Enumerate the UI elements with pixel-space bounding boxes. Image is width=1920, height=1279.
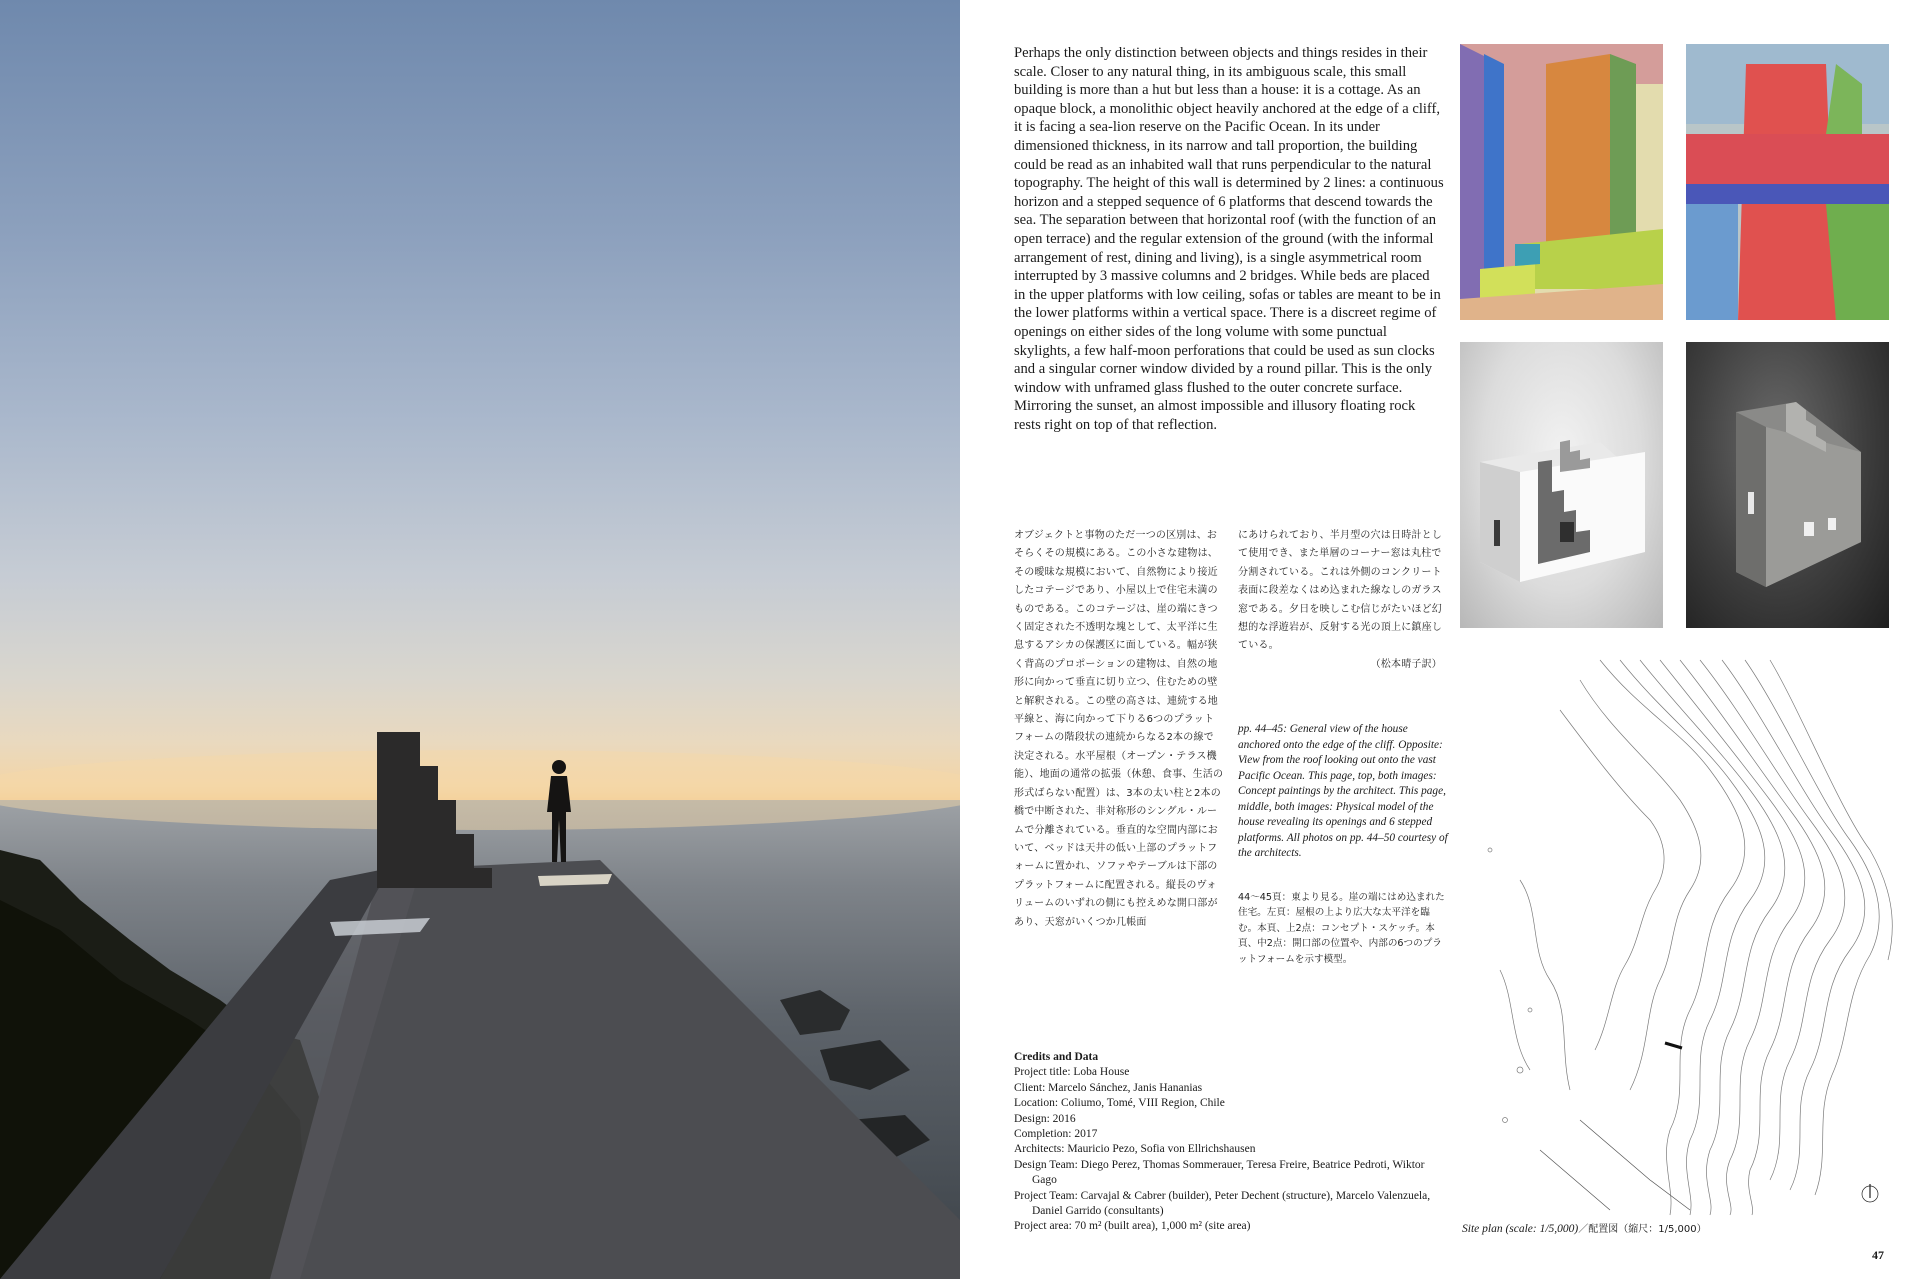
- credits-row: Architects: Mauricio Pezo, Sofia von Ellrichshausen: [1014, 1143, 1256, 1156]
- body-text-japanese-col2-text: にあけられており、半月型の穴は日時計として使用でき、また単層のコーナー窓は丸柱で分割されている。これは外側のコンクリート表面に段差なくはめ込まれた線なしのガラス窓である。夕日を映しこむ信じがたいほど幻想的な浮遊岩が、反射する光の頂上に鎮座している。: [1238, 530, 1442, 652]
- body-text-japanese-col2: [1238, 527, 1442, 674]
- site-plan-caption-jp: ／配置図（縮尺：1/5,000）: [1578, 1224, 1707, 1235]
- credits-row: Design: 2016: [1014, 1112, 1076, 1125]
- credits-row: Design Team: Diego Perez, Thomas Sommerauer, Teresa Freire, Beatrice Pedroti, Wiktor Gago: [1014, 1158, 1425, 1187]
- concept-painting-2: [1686, 44, 1889, 320]
- credits-row: Project area: 70 m² (built area), 1,000 m² (site area): [1014, 1220, 1251, 1233]
- credits-title: Credits and Data: [1014, 1051, 1099, 1063]
- physical-model-photo-1: [1460, 342, 1663, 628]
- concept-painting-1: [1460, 44, 1663, 320]
- photo-caption-japanese: 44〜45頁：東より見る。崖の端にはめ込まれた住宅。左頁：屋根の上より広大な太平洋を臨む。本頁、上2点：コンセプト・スケッチ。本頁、中2点：開口部の位置や、内部の6つのプラットフォームを示す模型。: [1238, 892, 1445, 965]
- body-text-english: Perhaps the only distinction between objects and things resides in their scale. Closer to any natural thing, in its ambiguous scale, this small building is more than a hut but less than a house: it is a cottage. As an opaque block, a monolithic object heavily anchored at the edge of a cliff, it is facing a sea-lion reserve on the Pacific Ocean. In its under dimensioned thickness, in its narrow and tall proportion, the building could be read as an inhabited wall that runs perpendicular to the natural topography. The height of this wall is determined by 2 lines: a continuous horizon and a stepped sequence of 6 platforms that descend towards the sea. The separation between that horizontal roof (with the function of an open terrace) and the regular extension of the ground (with the informal arrangement of rest, dining and living), is a single asymmetrical room interrupted by 3 massive columns and 2 bridges. While beds are placed in the upper platforms with low ceiling, sofas or tables are meant to be in the lower platforms within a vertical space. There is a discreet regime of openings on either sides of the long volume with some punctual skylights, a few half-moon perforations that could be used as sun clocks and a singular corner window divided by a round pillar. This is the only window with unframed glass flushed to the outer concrete surface. Mirroring the sunset, an almost impossible and illusory floating rock rests right on top of that reflection.: [1014, 45, 1444, 433]
- physical-model-photo-2: [1686, 342, 1889, 628]
- site-plan-drawing: [1460, 650, 1900, 1220]
- credits-row: Project Team: Carvajal & Cabrer (builder), Peter Dechent (structure), Marcelo Valenzuela, Daniel Garrido (consultants): [1014, 1189, 1431, 1218]
- translator-credit: （松本晴子訳）: [1370, 658, 1442, 670]
- credits-and-data: [1014, 1050, 1444, 1235]
- site-plan-caption-en: Site plan (scale: 1/5,000): [1462, 1223, 1579, 1235]
- credits-row: Client: Marcelo Sánchez, Janis Hananias: [1014, 1081, 1203, 1094]
- photo-caption-english: pp. 44–45: General view of the house anchored onto the edge of the cliff. Opposite: View from the roof looking out onto the vast Pacific Ocean. This page, top, both images: Concept paintings by the architect. This page, middle, both images: Physical model of the house revealing its openings and 6 stepped platforms. All photos on pp. 44–50 courtesy of the architects.: [1238, 723, 1448, 859]
- site-plan-caption: [1462, 1220, 1862, 1235]
- body-text-japanese-col1: オブジェクトと事物のただ一つの区別は、おそらくその規模にある。この小さな建物は、その曖昧な規模において、自然物により接近したコテージであり、小屋以上で住宅未満のものである。このコテージは、崖の端にきつく固定された不透明な塊として、太平洋に生息するアシカの保護区に面している。幅が狭く背高のプロポーションの建物は、自然の地形に向かって垂直に切り立つ、住むための壁と解釈される。この壁の高さは、連続する地平線と、海に向かって下りる6つのプラットフォームの階段状の連続からなる2本の線で決定される。水平屋根（オープン・テラス機能）、地面の通常の拡張（休憩、食事、生活の形式ばらない配置）は、3本の太い柱と2本の橋で中断された、非対称形のシングル・ルームで分離されている。垂直的な空間内部において、ベッドは天井の低い上部のプラットフォームに置かれ、ソファやテーブルは下部のプラットフォームに配置される。縦長のヴォリュームのいずれの側にも控えめな開口部があり、天窓がいくつか几帳面: [1014, 530, 1224, 928]
- credits-row: Location: Coliumo, Tomé, VIII Region, Chile: [1014, 1097, 1225, 1110]
- credits-row: Project title: Loba House: [1014, 1066, 1130, 1079]
- credits-row: Completion: 2017: [1014, 1128, 1098, 1141]
- page-number: 47: [1872, 1248, 1884, 1262]
